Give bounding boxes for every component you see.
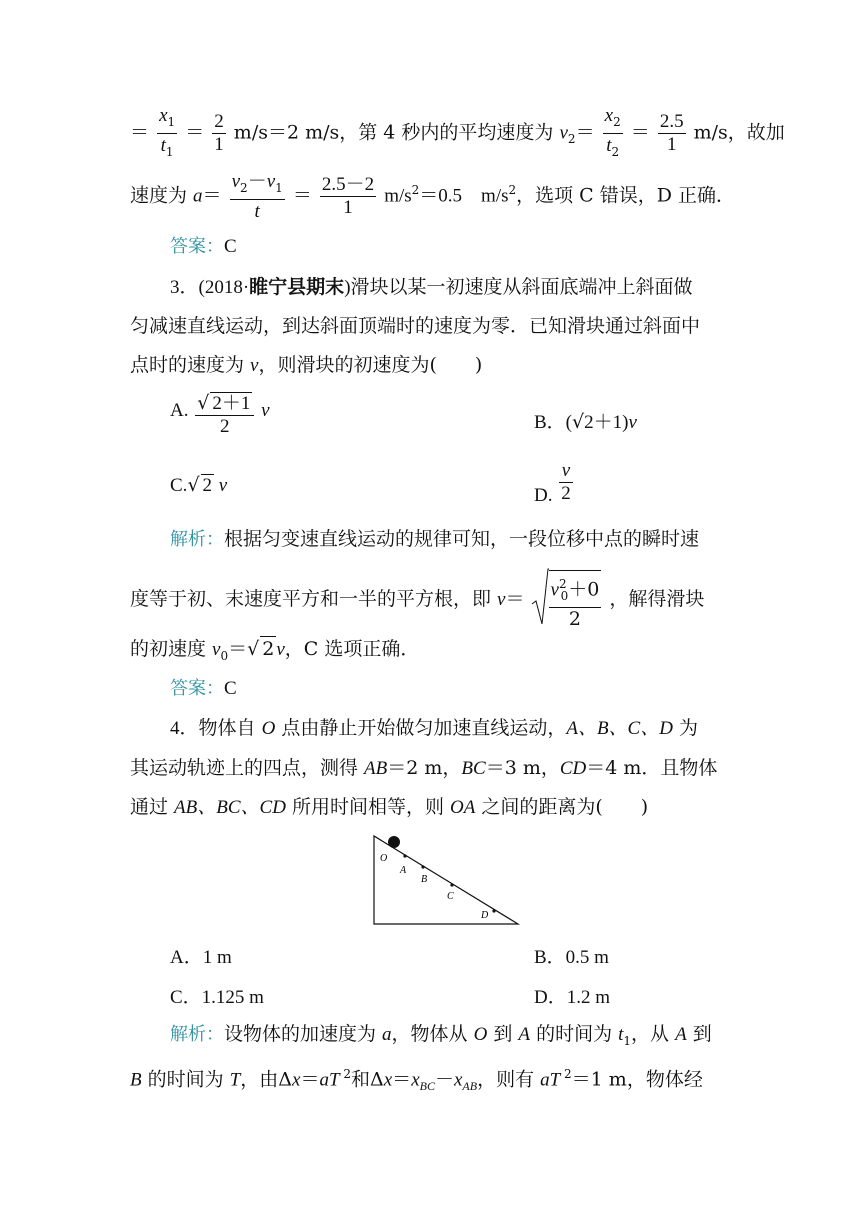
option-b[interactable]: [534, 407, 637, 434]
var: a: [382, 1024, 392, 1045]
fraction-v0sq-2: [549, 570, 602, 630]
fraction-v2-v1-t: [230, 170, 285, 223]
fraction-x1-t1: [157, 104, 177, 163]
var: x: [453, 1069, 463, 1091]
text: 所用时间相等，则: [285, 796, 451, 818]
text: ，由Δ: [240, 1068, 293, 1091]
var: v: [276, 639, 285, 660]
sub: 0: [560, 589, 569, 604]
answer-value: C: [224, 678, 237, 699]
question-3-line-2: [130, 314, 700, 338]
option-b-q4[interactable]: B．0.5 m: [534, 947, 609, 968]
sub: 2: [611, 144, 620, 159]
text: ＝1 m，物体经: [571, 1068, 703, 1091]
option-label: B．(: [534, 412, 573, 433]
label-o: O: [380, 853, 388, 864]
fraction-2.5-1: [658, 111, 686, 156]
var: t: [606, 134, 612, 156]
solution-prev-line-1: [130, 104, 785, 163]
text: ): [344, 277, 351, 298]
var: v: [497, 589, 506, 611]
option-label: D.: [534, 484, 553, 506]
var: x: [383, 1069, 393, 1091]
question-number: 4．: [170, 718, 199, 739]
sup: 2: [558, 577, 567, 591]
var: x: [411, 1069, 420, 1091]
text: ＝: [130, 121, 150, 144]
solution-prev-line-2: [130, 170, 735, 223]
text: ＝: [228, 638, 248, 660]
text: ＝4 m．且物体: [586, 757, 718, 779]
var: v: [559, 122, 568, 144]
var: v: [212, 639, 221, 660]
sqrt-sign-icon: √: [247, 638, 260, 660]
text: 的时间为: [530, 1023, 619, 1045]
num: 2.5: [659, 110, 684, 132]
var: A: [518, 1024, 531, 1045]
fraction-2.5-2: [320, 174, 376, 219]
sub: 1: [275, 180, 283, 195]
solution-4-line-2: [130, 1062, 703, 1098]
text: m/s，故加: [693, 121, 785, 144]
text: 到: [686, 1023, 712, 1045]
fraction-2-1: [212, 111, 226, 156]
sup: 2: [508, 183, 517, 198]
text: 点由静止开始做匀加速直线运动，: [275, 717, 567, 739]
question-source: 睢宁县期末: [249, 276, 345, 298]
text: ＝: [185, 121, 205, 144]
solution-4-line-1: [170, 1022, 712, 1053]
radicand: 2＋1: [212, 393, 251, 414]
den: 1: [666, 133, 677, 155]
var: v: [628, 412, 637, 433]
radicand: 2＋1): [584, 412, 629, 433]
big-sqrt-icon: [531, 568, 549, 626]
den: 1: [214, 133, 224, 155]
var: aT: [319, 1069, 340, 1091]
solution-3-line-3: [130, 636, 419, 668]
radicand: 2: [262, 638, 275, 660]
solution-3-line-1: [170, 527, 699, 552]
text: ＝: [505, 588, 525, 611]
var: A、B、C、D: [566, 718, 673, 739]
num: 2.5－2: [321, 173, 375, 195]
text: ＝: [392, 1068, 412, 1091]
text: ＝: [630, 121, 650, 144]
sub: AB: [462, 1079, 478, 1094]
text: 到: [487, 1023, 519, 1045]
var: v: [266, 171, 276, 192]
text: ，C 选项正确．: [284, 638, 420, 660]
sub: 2: [240, 180, 248, 195]
option-c[interactable]: [170, 474, 227, 497]
sub: 2: [567, 132, 576, 147]
sub: BC: [419, 1079, 435, 1094]
fraction-v-2: [559, 460, 573, 505]
text: 滑块以某一初速度从斜面底端冲上斜面做: [350, 276, 693, 298]
var: t: [618, 1024, 624, 1045]
text: ，解得滑块: [609, 588, 705, 611]
incline-figure: [370, 834, 530, 930]
question-number: 3．: [170, 277, 199, 298]
var: v: [550, 579, 559, 601]
answer-value: C: [224, 236, 237, 257]
var: x: [292, 1069, 301, 1091]
text: m/s: [384, 185, 412, 207]
text: ＋0: [568, 578, 600, 601]
var: BC: [461, 758, 486, 779]
sub: 2: [613, 114, 621, 129]
var: B: [130, 1069, 142, 1091]
var: AB: [364, 758, 388, 779]
text: ＝: [292, 184, 312, 207]
answer-label: 答案：: [170, 678, 224, 699]
text: ，从: [631, 1023, 676, 1045]
var: A: [675, 1024, 687, 1045]
text: ＝3 m，: [485, 757, 560, 779]
point-b-dot: [421, 865, 424, 868]
point-d-dot: [492, 909, 495, 912]
text: 设物体的加速度为: [224, 1023, 383, 1045]
sqrt-fraction: [531, 570, 604, 630]
var: O: [261, 718, 276, 739]
var: t: [160, 134, 166, 156]
text: ＝0.5 m/s: [419, 185, 509, 207]
question-4-line-3: [130, 795, 648, 820]
den: 1: [343, 196, 353, 218]
var: x: [159, 105, 168, 126]
text: ，则有: [477, 1068, 541, 1091]
var: v: [231, 171, 241, 192]
sub: 1: [165, 144, 174, 159]
var: a: [193, 185, 203, 207]
var: AB、BC、CD: [174, 797, 286, 818]
label-d: D: [481, 910, 489, 921]
point-a-dot: [403, 854, 406, 857]
sqrt-sign-icon: √: [572, 411, 585, 433]
text: ＝: [300, 1068, 320, 1091]
question-4-line-2: [130, 756, 717, 781]
answer-label: 答案：: [170, 236, 224, 257]
option-label: A.: [170, 400, 189, 421]
sup: 2: [339, 1067, 351, 1081]
answer-line-1: [170, 234, 237, 259]
option-label: C.: [170, 475, 188, 496]
fraction-sqrt2p1-2: [195, 392, 254, 438]
var: CD: [559, 758, 587, 779]
text: 和Δ: [351, 1068, 384, 1091]
text: 度等于初、末速度平方和一半的平方根，即: [130, 588, 498, 611]
incline-triangle: [374, 836, 518, 924]
text: 的时间为: [141, 1068, 230, 1091]
text: ＝: [202, 184, 222, 207]
text: 点时的速度为: [130, 354, 251, 376]
label-b: B: [421, 874, 428, 885]
solution-3-line-2: [130, 570, 704, 630]
ball-icon: [388, 836, 400, 848]
sub: 0: [220, 648, 229, 663]
text: 的初速度: [130, 638, 213, 660]
text: ，物体从: [391, 1023, 474, 1045]
option-a[interactable]: [170, 392, 270, 438]
var: O: [473, 1024, 488, 1045]
text: 之间的距离为( ): [475, 796, 649, 818]
solution-label: 解析：: [170, 1024, 224, 1045]
den: 2: [220, 416, 230, 437]
solution-label: 解析：: [170, 529, 224, 550]
text: 匀减速直线运动，到达斜面顶端时的速度为零．已知滑块通过斜面中: [130, 315, 701, 337]
text: －: [247, 170, 267, 192]
text: 物体自: [198, 717, 262, 739]
text: 速度为: [130, 184, 194, 207]
text: 为: [672, 717, 698, 739]
radicand: 2: [202, 475, 213, 496]
num: 2: [214, 110, 224, 132]
answer-line-2: [170, 676, 237, 701]
text: 通过: [130, 796, 175, 818]
question-3-line-3: [130, 353, 482, 378]
text: 根据匀变速直线运动的规律可知，一段位移中点的瞬时速: [224, 528, 700, 550]
text: ＝: [575, 121, 595, 144]
var: v: [561, 460, 571, 481]
question-3-line-1: [170, 275, 693, 300]
fraction-x2-t2: [603, 104, 623, 163]
option-d[interactable]: [534, 460, 575, 507]
question-4-line-1: [170, 716, 698, 741]
var: v: [218, 475, 228, 496]
option-d-q4[interactable]: D．1.2 m: [534, 987, 611, 1008]
var: aT: [540, 1069, 561, 1091]
text: ，选项 C 错误，D 正确．: [516, 184, 736, 207]
text: m/s＝2 m/s，第 4 秒内的平均速度为: [233, 121, 560, 144]
sub: 1: [167, 114, 176, 129]
sqrt-sign-icon: √: [197, 392, 210, 414]
sup: 2: [411, 183, 420, 198]
point-c-dot: [450, 883, 453, 886]
sub: 1: [623, 1033, 632, 1048]
den: 2: [561, 483, 571, 504]
var: T: [229, 1069, 241, 1091]
den: 2: [568, 608, 581, 631]
text: 其运动轨迹上的四点，测得: [130, 757, 365, 779]
var: x: [604, 105, 614, 126]
var: v: [250, 355, 259, 376]
var: t: [254, 200, 260, 222]
text: ＝2 m，: [387, 757, 462, 779]
text: (2018·: [198, 277, 250, 298]
text: ，则滑块的初速度为( ): [258, 354, 483, 376]
text: －: [434, 1068, 454, 1091]
sqrt-sign-icon: √: [187, 474, 200, 496]
var: v: [261, 400, 270, 421]
option-c-q4[interactable]: C．1.125 m: [170, 987, 264, 1008]
option-a-q4[interactable]: A．1 m: [170, 947, 232, 968]
label-c: C: [447, 891, 454, 902]
var: OA: [450, 797, 476, 818]
label-a: A: [400, 865, 407, 876]
sup: 2: [560, 1067, 572, 1081]
